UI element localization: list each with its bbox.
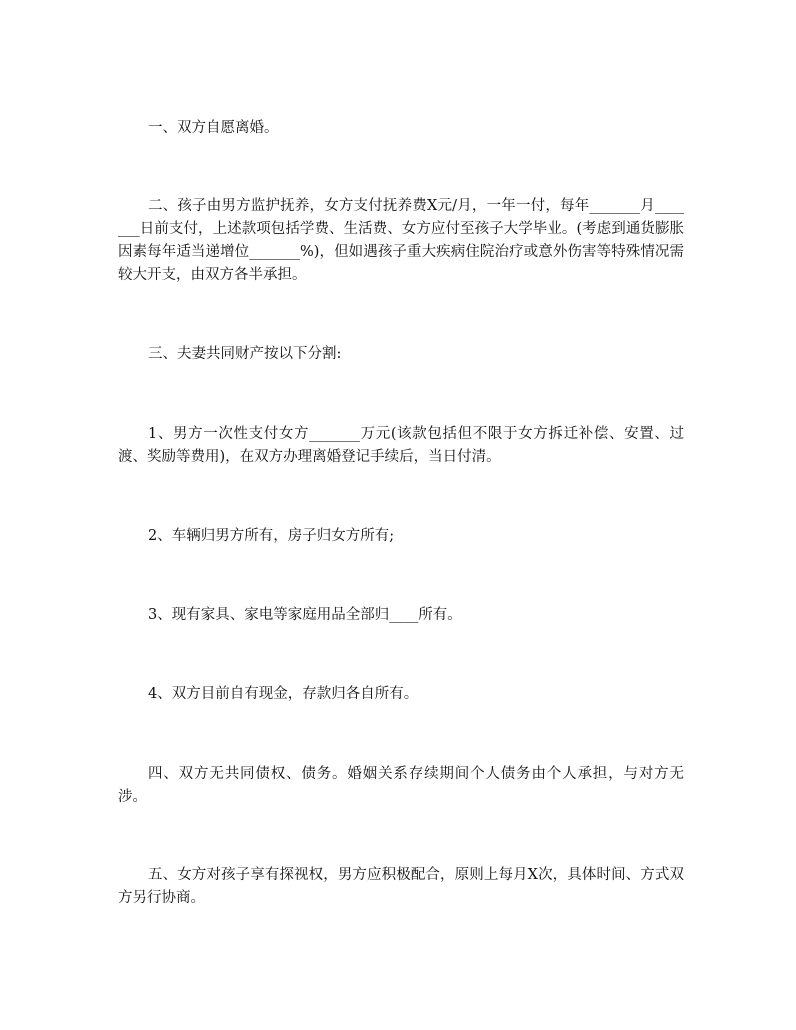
clause-3-2-vehicle-house: 2、车辆归男方所有，房子归女方所有; (148, 528, 395, 544)
clause-3-3-furniture-appliances: 3、现有家具、家电等家庭用品全部归____所有。 (148, 607, 462, 623)
clause-2-child-custody-support: 二、孩子由男方监护抚养，女方支付抚养费X元/月，一年一付，每年_______月_______日前支付，上述款项包括学费、生活费、女方应付至孩子大学毕业。(考虑到通货膨胀因素每年适当递增位_______%)，但如遇孩子重大疾病住院治疗或意外伤害等特殊情况需较大开支，由双方各半承担。 (118, 198, 684, 283)
clause-1-voluntary-divorce: 一、双方自愿离婚。 (148, 120, 279, 136)
clause-3-1-lump-sum-payment: 1、男方一次性支付女方_______万元(该款包括但不限于女方拆迁补偿、安置、过渡、奖励等费用)，在双方办理离婚登记手续后，当日付清。 (118, 426, 684, 465)
clause-5-visitation-rights: 五、女方对孩子享有探视权，男方应积极配合，原则上每月X次，具体时间、方式双方另行协商。 (118, 867, 684, 906)
clause-4-debts: 四、双方无共同债权、债务。婚姻关系存续期间个人债务由个人承担，与对方无涉。 (118, 766, 684, 805)
clause-3-property-division: 三、夫妻共同财产按以下分割: (148, 346, 342, 362)
clause-3-4-cash-deposits: 4、双方目前自有现金，存款归各自所有。 (148, 686, 419, 702)
